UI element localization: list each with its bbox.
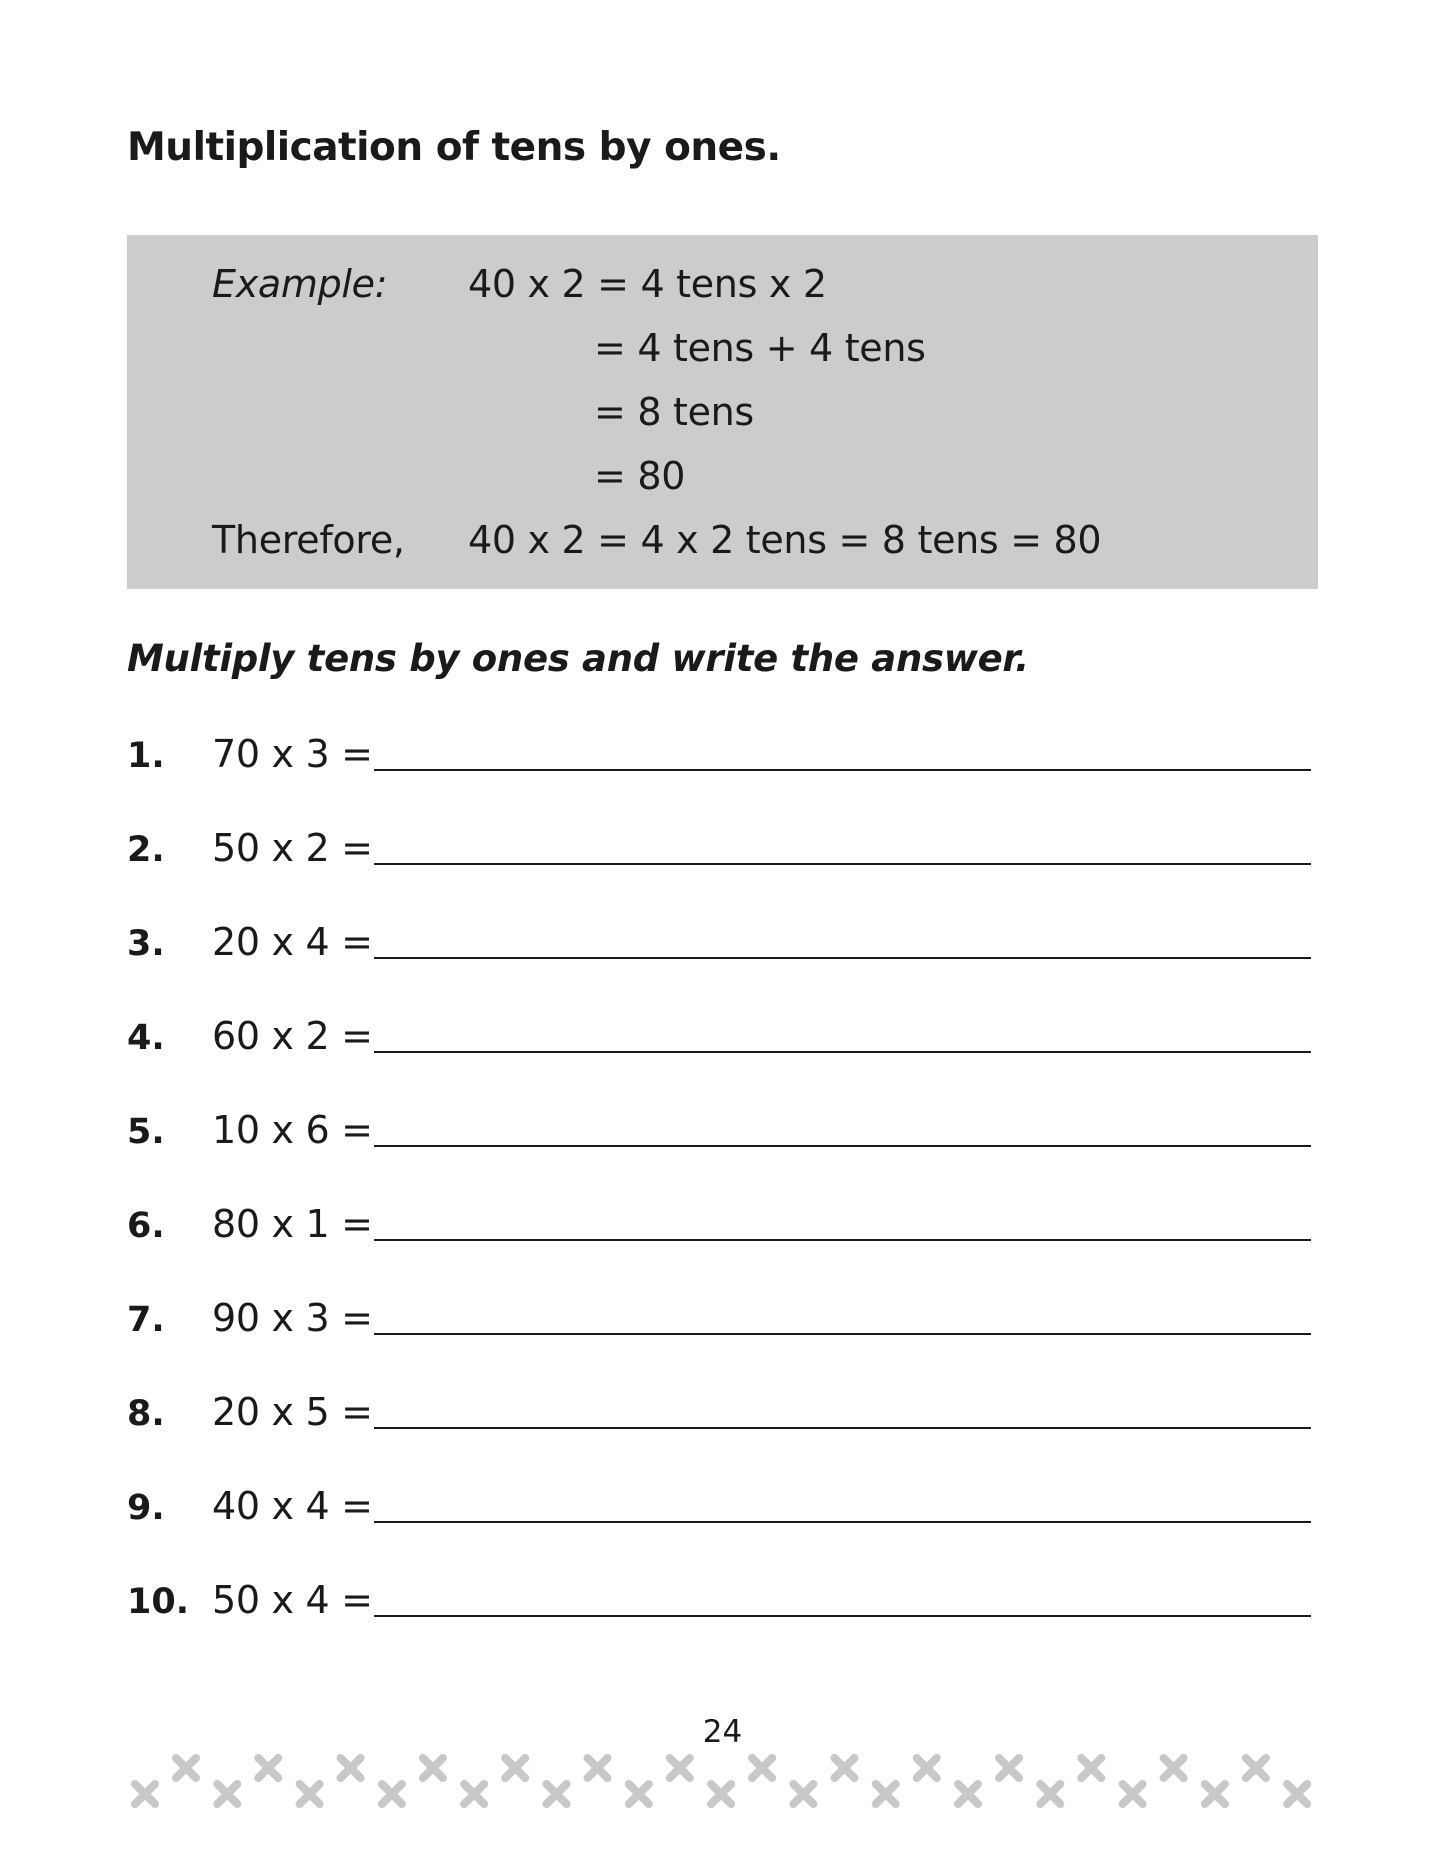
problem-number: 3. (127, 924, 165, 964)
answer-line[interactable] (374, 1615, 1311, 1617)
example-label: Example: (212, 262, 388, 306)
problem-number: 9. (127, 1488, 165, 1528)
example-line-3: = 8 tens (594, 390, 754, 434)
cross-mark (505, 1758, 525, 1778)
cross-mark (135, 1784, 155, 1804)
problem-expression: 90 x 3 = (212, 1296, 373, 1340)
cross-mark (834, 1758, 854, 1778)
therefore-text: 40 x 2 = 4 x 2 tens = 8 tens = 80 (468, 518, 1102, 562)
cross-mark (176, 1758, 196, 1778)
example-line-2: = 4 tens + 4 tens (594, 326, 926, 370)
problem-row (0, 826, 1445, 889)
cross-mark (1040, 1784, 1060, 1804)
problem-number: 2. (127, 830, 165, 870)
answer-line[interactable] (374, 1145, 1311, 1147)
cross-mark (958, 1784, 978, 1804)
cross-mark (1287, 1784, 1307, 1804)
cross-mark (999, 1758, 1019, 1778)
therefore-label: Therefore, (212, 518, 405, 562)
answer-line[interactable] (374, 863, 1311, 865)
cross-mark (1081, 1758, 1101, 1778)
cross-mark (793, 1784, 813, 1804)
cross-mark (547, 1784, 567, 1804)
answer-line[interactable] (374, 1427, 1311, 1429)
problem-row (0, 1390, 1445, 1453)
answer-line[interactable] (374, 1521, 1311, 1523)
problem-row (0, 732, 1445, 795)
problem-expression: 70 x 3 = (212, 732, 373, 776)
example-box (127, 235, 1318, 589)
cross-mark (1164, 1758, 1184, 1778)
answer-line[interactable] (374, 769, 1311, 771)
problem-expression: 80 x 1 = (212, 1202, 373, 1246)
problem-number: 1. (127, 736, 165, 776)
example-line-1: 40 x 2 = 4 tens x 2 (468, 262, 827, 306)
cross-mark (300, 1784, 320, 1804)
cross-border-decoration (0, 1740, 1445, 1830)
cross-mark (217, 1784, 237, 1804)
problem-number: 5. (127, 1112, 165, 1152)
problem-row (0, 920, 1445, 983)
problem-expression: 50 x 4 = (212, 1578, 373, 1622)
problem-number: 6. (127, 1206, 165, 1246)
problem-expression: 20 x 5 = (212, 1390, 373, 1434)
example-line-4: = 80 (594, 454, 686, 498)
cross-mark (1205, 1784, 1225, 1804)
problem-number: 7. (127, 1300, 165, 1340)
problem-row (0, 1014, 1445, 1077)
answer-line[interactable] (374, 1051, 1311, 1053)
problem-expression: 50 x 2 = (212, 826, 373, 870)
problem-number: 4. (127, 1018, 165, 1058)
cross-mark (423, 1758, 443, 1778)
cross-mark (464, 1784, 484, 1804)
problem-expression: 10 x 6 = (212, 1108, 373, 1152)
cross-mark (258, 1758, 278, 1778)
problem-expression: 40 x 4 = (212, 1484, 373, 1528)
instruction: Multiply tens by ones and write the answer. (127, 637, 1029, 680)
problem-row (0, 1484, 1445, 1547)
problem-expression: 20 x 4 = (212, 920, 373, 964)
problem-number: 10. (127, 1582, 190, 1622)
problem-row (0, 1202, 1445, 1265)
page-number: 24 (702, 1714, 743, 1750)
cross-mark (670, 1758, 690, 1778)
cross-mark (752, 1758, 772, 1778)
cross-mark (1246, 1758, 1266, 1778)
page-title: Multiplication of tens by ones. (127, 125, 781, 170)
cross-mark (629, 1784, 649, 1804)
problem-row (0, 1296, 1445, 1359)
answer-line[interactable] (374, 957, 1311, 959)
cross-mark (876, 1784, 896, 1804)
cross-mark (588, 1758, 608, 1778)
cross-mark (711, 1784, 731, 1804)
cross-mark (1123, 1784, 1143, 1804)
problem-expression: 60 x 2 = (212, 1014, 373, 1058)
cross-mark (382, 1784, 402, 1804)
answer-line[interactable] (374, 1333, 1311, 1335)
answer-line[interactable] (374, 1239, 1311, 1241)
cross-mark (917, 1758, 937, 1778)
cross-mark (341, 1758, 361, 1778)
problem-number: 8. (127, 1394, 165, 1434)
problem-row (0, 1108, 1445, 1171)
problem-row (0, 1578, 1445, 1641)
